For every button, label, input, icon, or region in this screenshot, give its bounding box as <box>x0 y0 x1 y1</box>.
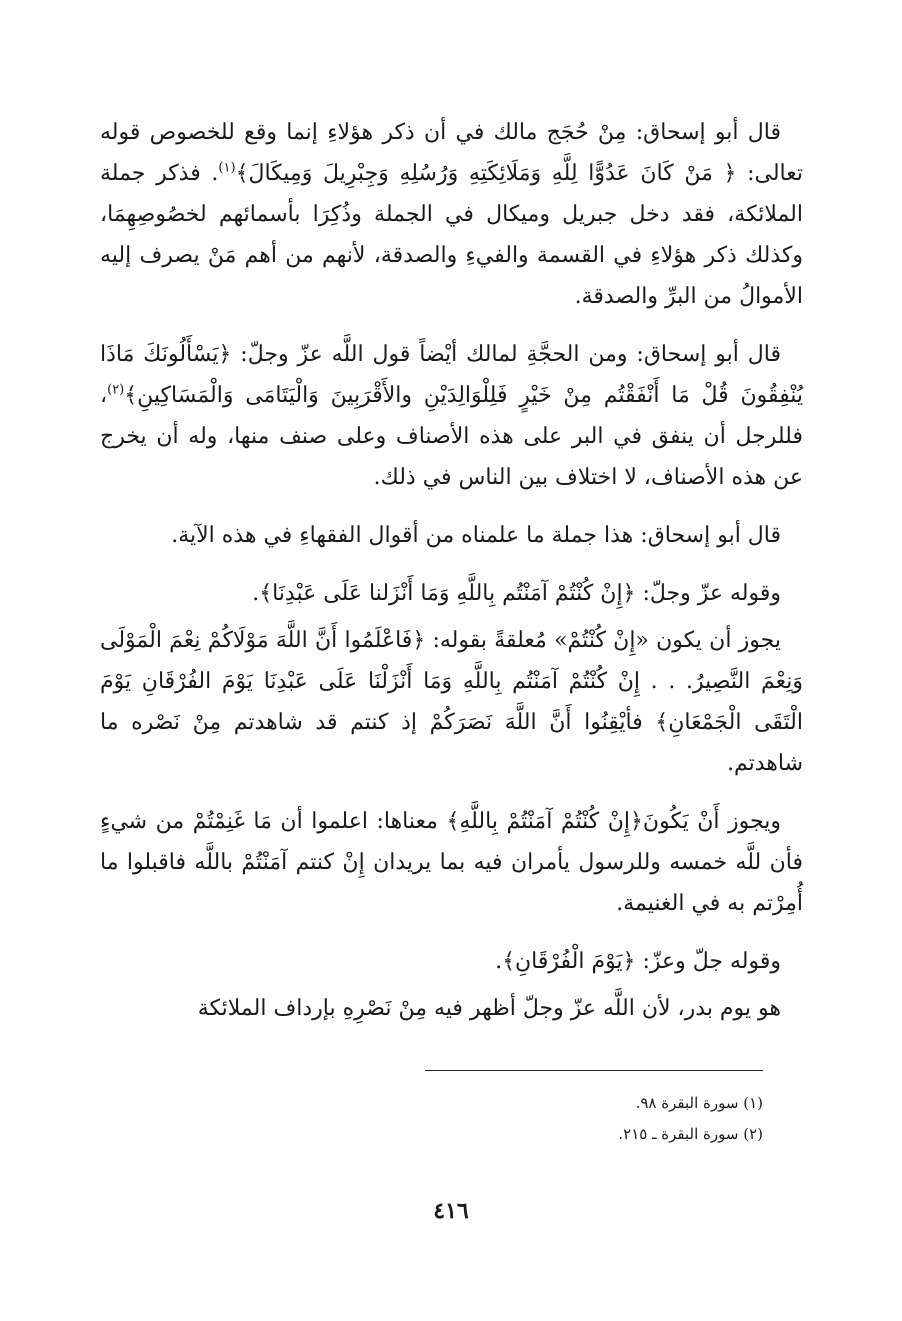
paragraph-5: يجوز أن يكون «إِنْ كُنْتُمْ» مُعلقةً بقوله: ﴿فَاعْلَمُوا أَنَّ اللَّهَ مَوْلَاكُمْ نِعْمَ الْمَوْلَى وَنِعْمَ النَّصِيرُ. . . إِنْ كُنْتُمْ آمَنْتُم بِاللَّهِ وَمَا أَنْزَلْنَا عَلَى عَبْدِنَا يَوْمَ الفُرْقَانِ يَوْمَ الْتَقَى الْجَمْعَانِ﴾ فأيْقِنُوا أَنَّ اللَّهَ نَصَرَكُمْ إذ كنتم قد شاهدتم مِنْ نَصْره ما شاهدتم. <box>100 628 803 776</box>
footnote-ref-1: (١) <box>218 160 236 176</box>
page-body <box>100 112 803 1046</box>
page-number: ٤١٦ <box>433 1198 469 1224</box>
footnote-ref-2: (٢) <box>107 382 125 398</box>
footnotes <box>425 1088 763 1150</box>
paragraph-1 <box>100 112 803 317</box>
footnote-divider <box>425 1070 763 1071</box>
paragraph-2-text-a: قال أبو إسحاق: ومن الحجَّةِ لمالك أيْضاً قول اللَّه عزّ وجلّ: ﴿يَسْأَلُونَكَ مَاذَا يُنْفِقُونَ قُلْ مَا أَنْفَقْتُم مِنْ خَيْرٍ فَلِلْوَالِدَيْنِ والأَقْرَبِينَ وَالْيَتَامَى وَالْمَسَاكِينِ﴾ <box>100 342 803 408</box>
footnote-2: (٢) سورة البقرة ـ ٢١٥. <box>618 1125 763 1143</box>
footnote-1: (١) سورة البقرة ٩٨. <box>635 1094 763 1112</box>
paragraph-3: قال أبو إسحاق: هذا جملة ما علمناه من أقوال الفقهاءِ في هذه الآية. <box>171 523 781 548</box>
paragraph-2 <box>100 334 803 498</box>
paragraph-2-text-b: ، فللرجل أن ينفق في البر على هذه الأصناف وعلى صنف منها، وله أن يخرج عن هذه الأصناف، لا اختلاف بين الناس في ذلك. <box>100 383 803 490</box>
paragraph-1-text-a: قال أبو إسحاق: مِنْ حُجَج مالك في أن ذكر هؤلاءِ إنما وقع للخصوص قوله تعالى: ﴿ مَنْ كَانَ عَدُوًّا لِلَّهِ وَمَلَائِكَتِهِ وَرُسُلِهِ وَجِبْرِيلَ وَمِيكَالَ﴾ <box>100 120 803 186</box>
paragraph-4: وقوله عزّ وجلّ: ﴿إِنْ كُنْتُمْ آمَنْتُم بِاللَّهِ وَمَا أَنْزَلنا عَلَى عَبْدِنَا﴾. <box>252 581 781 606</box>
paragraph-7: وقوله جلّ وعزّ: ﴿يَوْمَ الْفُرْقَانِ﴾. <box>495 949 781 974</box>
paragraph-8: هو يوم بدر، لأن اللَّه عزّ وجلّ أظهر فيه مِنْ نَصْرِهِ بإرداف الملائكة <box>197 996 781 1021</box>
paragraph-6: ويجوز أَنْ يَكُونَ﴿إِنْ كُنْتُمْ آمَنْتُمْ بِاللَّهِ﴾ معناها: اعلموا أن مَا غَنِمْتُمْ من شيءٍ فأن للَّه خمسه وللرسول يأمران فيه بما يريدان إِنْ كنتم آمَنْتُمْ باللَّه فاقبلوا ما أُمِرْتم به في الغنيمة. <box>100 809 803 916</box>
paragraph-1-text-b: . فذكر جملة الملائكة، فقد دخل جبريل وميكال في الجملة وذُكِرَا بأسمائهم لخصُوصِهِمَا، وكذلك ذكر هؤلاءِ في القسمة والفيءِ والصدقة، لأنهم من أهم مَنْ يصرف إليه الأموالُ من البرِّ والصدقة. <box>100 161 803 309</box>
